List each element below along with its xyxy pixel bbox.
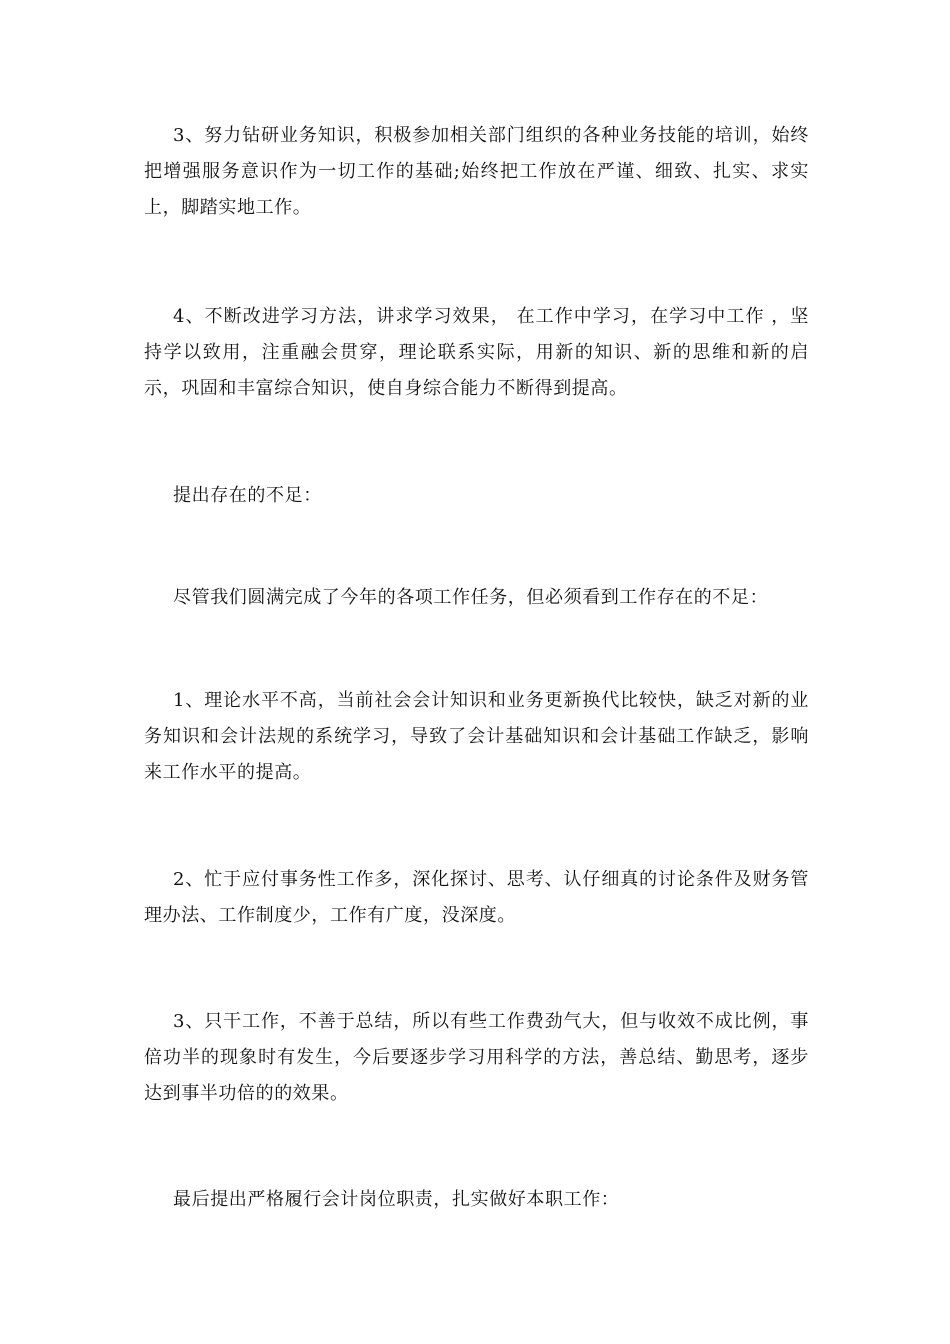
paragraph-shortcoming-theory: 1、理论水平不高，当前社会会计知识和业务更新换代比较快，缺乏对新的业务知识和会计法规的系统学习，导致了会计基础知识和会计基础工作缺乏，影响来工作水平的提高。 bbox=[144, 690, 809, 783]
paragraph-study-methods: 4、不断改进学习方法，讲求学习效果， 在工作中学习，在学习中工作 ，坚持学以致用，注重融会贯穿，理论联系实际，用新的知识、新的思维和新的启示，巩固和丰富综合知识，使自身综合能力不断得到提高。 bbox=[144, 306, 809, 399]
paragraph-final-duties: 最后提出严格履行会计岗位职责，扎实做好本职工作： bbox=[173, 1189, 620, 1210]
paragraph-shortcoming-summary: 3、只干工作，不善于总结，所以有些工作费劲气大，但与收效不成比例，事倍功半的现象时有发生，今后要逐步学习用科学的方法，善总结、勤思考，逐步达到事半功倍的的效果。 bbox=[144, 1011, 809, 1104]
paragraph-shortcoming-routine-work: 2、忙于应付事务性工作多，深化探讨、思考、认仔细真的讨论条件及财务管理办法、工作制度少，工作有广度，没深度。 bbox=[144, 869, 809, 926]
paragraph-shortcomings-intro: 尽管我们圆满完成了今年的各项工作任务，但必须看到工作存在的不足： bbox=[173, 587, 769, 608]
paragraph-shortcomings-heading: 提出存在的不足： bbox=[173, 485, 322, 506]
paragraph-study-training: 3、努力钻研业务知识，积极参加相关部门组织的各种业务技能的培训，始终把增强服务意识作为一切工作的基础;始终把工作放在严谨、细致、扎实、求实上，脚踏实地工作。 bbox=[144, 125, 809, 218]
